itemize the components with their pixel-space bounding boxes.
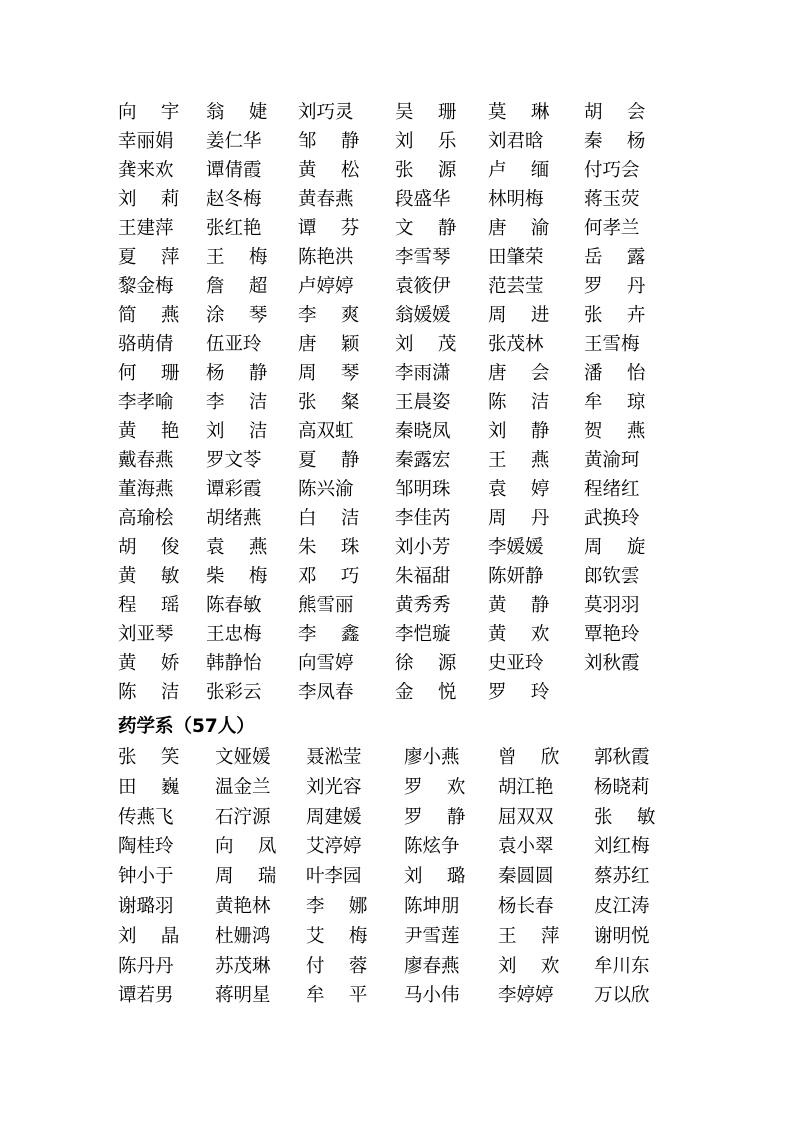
person-name: 史亚玲: [488, 653, 544, 674]
person-name: 邓 巧: [298, 566, 360, 587]
person-name: 林明梅: [488, 189, 544, 210]
person-name: 艾 梅: [306, 925, 368, 947]
person-name: 秦 杨: [584, 131, 646, 152]
person-name: 李雨潇: [395, 363, 451, 384]
person-name: 聂淞莹: [306, 747, 362, 768]
person-name: 袁筱伊: [395, 276, 451, 297]
person-name: 简 燕: [118, 305, 180, 326]
person-name: 刘红梅: [594, 836, 650, 858]
person-name: 李佳芮: [395, 508, 451, 529]
person-name: 李恺璇: [395, 624, 451, 645]
person-name: 谢明悦: [594, 925, 650, 947]
person-name: 杜姗鸿: [215, 925, 271, 947]
person-name: 龚来欢: [118, 160, 174, 181]
person-name: 张彩云: [206, 682, 262, 703]
person-name: 刘 静: [488, 421, 550, 442]
person-name: 柴 梅: [206, 566, 268, 587]
person-name: 张茂林: [488, 334, 544, 355]
person-name: 付 蓉: [306, 955, 368, 977]
person-name: 张 粲: [298, 392, 360, 413]
person-name: 周 进: [488, 305, 550, 326]
person-name: 唐 颖: [298, 334, 360, 355]
person-name: 朱福甜: [395, 566, 451, 587]
person-name: 刘君晗: [488, 131, 544, 152]
person-name: 文娅媛: [215, 747, 271, 768]
person-name: 骆萌倩: [118, 334, 174, 355]
person-name: 翁媛媛: [395, 305, 451, 326]
person-name: 谭倩霞: [206, 160, 262, 181]
person-name: 詹 超: [206, 276, 268, 297]
person-name: 吴 珊: [395, 102, 457, 123]
person-name: 罗 静: [404, 806, 466, 828]
person-name: 张 笑: [118, 747, 180, 768]
person-name: 杨 静: [206, 363, 268, 384]
person-name: 钟小于: [118, 866, 174, 888]
person-name: 胡江艳: [498, 776, 554, 798]
person-name: 尹雪莲: [404, 925, 460, 947]
person-name: 罗 丹: [584, 276, 646, 297]
person-name: 陈 洁: [488, 392, 550, 413]
person-name: 刘 洁: [206, 421, 268, 442]
person-name: 黄秀秀: [395, 595, 451, 616]
person-name: 田 巍: [118, 776, 180, 798]
person-name: 黄渝珂: [584, 450, 640, 471]
person-name: 王雪梅: [584, 334, 640, 355]
person-name: 传燕飞: [118, 806, 174, 828]
person-name: 周 丹: [488, 508, 550, 529]
person-name: 杨长春: [498, 895, 554, 917]
person-name: 刘秋霞: [584, 653, 640, 674]
person-name: 牟 平: [306, 985, 368, 1007]
person-name: 李 爽: [298, 305, 360, 326]
person-name: 程 瑶: [118, 595, 180, 616]
person-name: 刘 晶: [118, 925, 180, 947]
person-name: 陈兴渝: [298, 479, 354, 500]
person-name: 田肇荣: [488, 247, 544, 268]
person-name: 郎钦雲: [584, 566, 640, 587]
person-name: 牟川东: [594, 955, 650, 977]
person-name: 邹明珠: [395, 479, 451, 500]
person-name: 石泞源: [215, 806, 271, 828]
person-name: 黄 娇: [118, 653, 180, 674]
section-heading: 药学系（57人）: [118, 716, 255, 737]
person-name: 幸丽娟: [118, 131, 174, 152]
person-name: 潘 怡: [584, 363, 646, 384]
person-name: 李凤春: [298, 682, 354, 703]
person-name: 黄春燕: [298, 189, 354, 210]
person-name: 李 洁: [206, 392, 268, 413]
person-name: 向 凤: [215, 836, 277, 858]
person-name: 蒋明星: [215, 985, 271, 1007]
person-name: 何孝兰: [584, 218, 640, 239]
person-name: 金 悦: [395, 682, 457, 703]
person-name: 李孝喻: [118, 392, 174, 413]
person-name: 卢婷婷: [298, 276, 354, 297]
person-name: 谭若男: [118, 985, 174, 1007]
person-name: 白 洁: [298, 508, 360, 529]
person-name: 胡 会: [584, 102, 646, 123]
person-name: 张 卉: [584, 305, 646, 326]
person-name: 秦圆圆: [498, 866, 554, 888]
person-name: 廖春燕: [404, 955, 460, 977]
person-name: 谭 芬: [298, 218, 360, 239]
person-name: 马小伟: [404, 985, 460, 1007]
person-name: 周 瑞: [215, 866, 277, 888]
person-name: 艾渟婷: [306, 836, 362, 858]
person-name: 李 娜: [306, 895, 368, 917]
person-name: 谭彩霞: [206, 479, 262, 500]
person-name: 陈 洁: [118, 682, 180, 703]
person-name: 黄艳林: [215, 895, 271, 917]
person-name: 蒋玉荧: [584, 189, 640, 210]
person-name: 李 鑫: [298, 624, 360, 645]
person-name: 唐 渝: [488, 218, 550, 239]
person-name: 廖小燕: [404, 747, 460, 768]
person-name: 翁 婕: [206, 102, 268, 123]
person-name: 刘 欢: [498, 955, 560, 977]
person-name: 曾 欣: [498, 747, 560, 768]
person-name: 陈艳洪: [298, 247, 354, 268]
person-name: 袁小翠: [498, 836, 554, 858]
person-name: 谢璐羽: [118, 895, 174, 917]
person-name: 皮江涛: [594, 895, 650, 917]
person-name: 高双虹: [298, 421, 354, 442]
person-name: 王 萍: [498, 925, 560, 947]
person-name: 黎金梅: [118, 276, 174, 297]
person-name: 张 敏: [594, 806, 656, 828]
person-name: 朱 珠: [298, 537, 360, 558]
person-name: 何 珊: [118, 363, 180, 384]
person-name: 刘 莉: [118, 189, 180, 210]
person-name: 徐 源: [395, 653, 457, 674]
person-name: 罗文苓: [206, 450, 262, 471]
person-name: 夏 静: [298, 450, 360, 471]
person-name: 罗 欢: [404, 776, 466, 798]
person-name: 刘 乐: [395, 131, 457, 152]
person-name: 苏茂琳: [215, 955, 271, 977]
person-name: 黄 松: [298, 160, 360, 181]
person-name: 陶桂玲: [118, 836, 174, 858]
person-name: 李媛媛: [488, 537, 544, 558]
person-name: 秦露宏: [395, 450, 451, 471]
person-name: 万以欣: [594, 985, 650, 1007]
person-name: 熊雪丽: [298, 595, 354, 616]
person-name: 刘 璐: [404, 866, 466, 888]
person-name: 向雪婷: [298, 653, 354, 674]
person-name: 卢 缅: [488, 160, 550, 181]
person-name: 王 燕: [488, 450, 550, 471]
person-name: 袁 燕: [206, 537, 268, 558]
person-name: 王忠梅: [206, 624, 262, 645]
person-name: 唐 会: [488, 363, 550, 384]
person-name: 张 源: [395, 160, 457, 181]
person-name: 范芸莹: [488, 276, 544, 297]
person-name: 董海燕: [118, 479, 174, 500]
person-name: 张红艳: [206, 218, 262, 239]
person-name: 陈炫争: [404, 836, 460, 858]
person-name: 周 旋: [584, 537, 646, 558]
person-name: 杨晓莉: [594, 776, 650, 798]
person-name: 付巧会: [584, 160, 640, 181]
person-name: 刘巧灵: [298, 102, 354, 123]
person-name: 覃艳玲: [584, 624, 640, 645]
person-name: 胡绪燕: [206, 508, 262, 529]
person-name: 高瑜桧: [118, 508, 174, 529]
person-name: 戴春燕: [118, 450, 174, 471]
person-name: 莫 琳: [488, 102, 550, 123]
person-name: 伍亚玲: [206, 334, 262, 355]
person-name: 刘小芳: [395, 537, 451, 558]
person-name: 黄 艳: [118, 421, 180, 442]
person-name: 蔡苏红: [594, 866, 650, 888]
person-name: 郭秋霞: [594, 747, 650, 768]
person-name: 武换玲: [584, 508, 640, 529]
person-name: 叶李园: [306, 866, 362, 888]
person-name: 王 梅: [206, 247, 268, 268]
person-name: 邹 静: [298, 131, 360, 152]
person-name: 陈春敏: [206, 595, 262, 616]
person-name: 贺 燕: [584, 421, 646, 442]
person-name: 李雪琴: [395, 247, 451, 268]
person-name: 周建媛: [306, 806, 362, 828]
person-name: 屈双双: [498, 806, 554, 828]
person-name: 程绪红: [584, 479, 640, 500]
person-name: 陈坤朋: [404, 895, 460, 917]
person-name: 莫羽羽: [584, 595, 640, 616]
person-name: 向 宇: [118, 102, 180, 123]
person-name: 罗 玲: [488, 682, 550, 703]
person-name: 黄 欢: [488, 624, 550, 645]
person-name: 王建萍: [118, 218, 174, 239]
person-name: 姜仁华: [206, 131, 262, 152]
person-name: 韩静怡: [206, 653, 262, 674]
person-name: 刘 茂: [395, 334, 457, 355]
person-name: 秦晓凤: [395, 421, 451, 442]
person-name: 刘亚琴: [118, 624, 174, 645]
person-name: 段盛华: [395, 189, 451, 210]
person-name: 文 静: [395, 218, 457, 239]
person-name: 袁 婷: [488, 479, 550, 500]
person-name: 赵冬梅: [206, 189, 262, 210]
person-name: 牟 琼: [584, 392, 646, 413]
person-name: 胡 俊: [118, 537, 180, 558]
person-name: 李婷婷: [498, 985, 554, 1007]
person-name: 陈妍静: [488, 566, 544, 587]
person-name: 陈丹丹: [118, 955, 174, 977]
person-name: 温金兰: [215, 776, 271, 798]
person-name: 黄 敏: [118, 566, 180, 587]
person-name: 黄 静: [488, 595, 550, 616]
person-name: 刘光容: [306, 776, 362, 798]
person-name: 夏 萍: [118, 247, 180, 268]
person-name: 王晨姿: [395, 392, 451, 413]
person-name: 周 琴: [298, 363, 360, 384]
person-name: 岳 露: [584, 247, 646, 268]
person-name: 涂 琴: [206, 305, 268, 326]
